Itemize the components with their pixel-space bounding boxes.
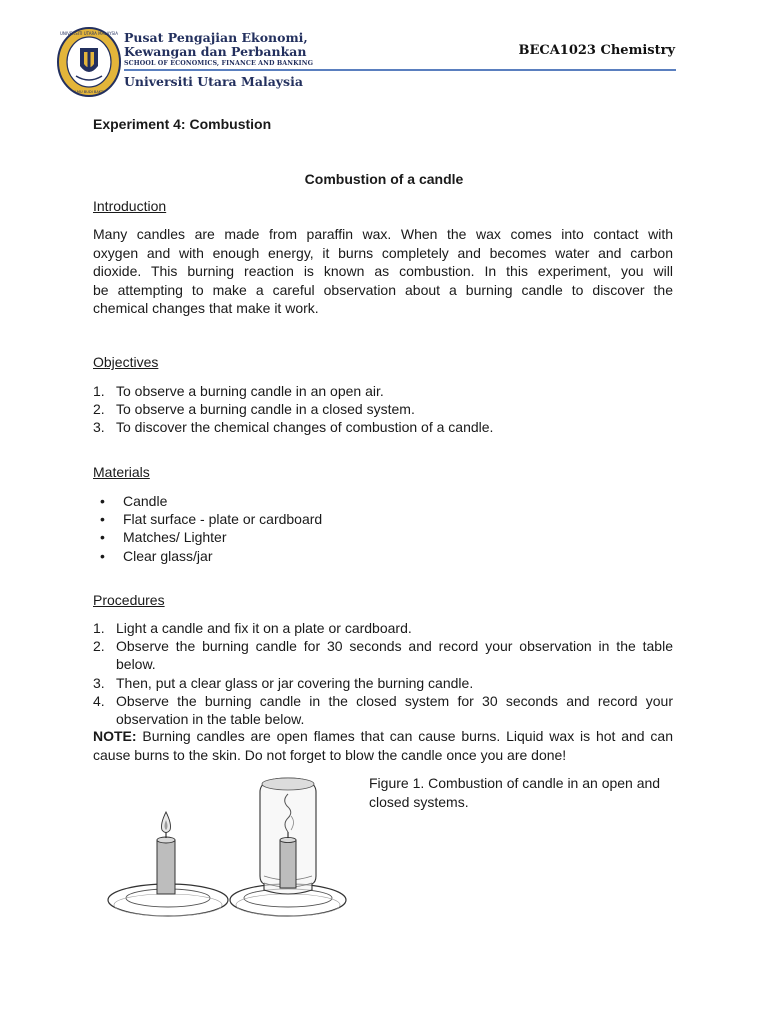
list-item [93, 637, 673, 673]
procedures-list [93, 619, 673, 728]
school-name: SCHOOL OF ECONOMICS, FINANCE AND BANKING [124, 60, 314, 67]
intro-line: oxygen and with enough energy, it burns completely and becomes water and carbon [93, 244, 673, 261]
item-text: Then, put a clear glass or jar covering the burning candle. [116, 674, 474, 691]
item-number: 1. [93, 383, 105, 399]
introduction-paragraph [93, 225, 673, 318]
note-text: Burning candles are open flames that can cause burns. Liquid wax is hot and can cause burns to the skin. Do not forget to blow the candle once you are done! [93, 728, 673, 763]
item-number: 2. [93, 638, 105, 655]
list-item: • Flat surface - plate or cardboard [100, 510, 322, 528]
list-item [93, 692, 673, 728]
item-text: To observe a burning candle in an open air. [116, 383, 384, 399]
experiment-title: Experiment 4: Combustion [93, 116, 272, 132]
item-number: 2. [93, 401, 105, 418]
list-item: • Matches/ Lighter [100, 528, 322, 546]
list-item [93, 382, 673, 400]
safety-note [93, 727, 673, 764]
item-text: Observe the burning candle in the closed system for 30 seconds and record your observation in the table below. [116, 692, 673, 728]
list-item [93, 400, 673, 418]
item-text: To observe a burning candle in a closed system. [116, 401, 415, 418]
list-item [93, 674, 673, 692]
candle-illustration [100, 772, 355, 924]
institute-name-line1: Pusat Pengajian Ekonomi, [124, 30, 308, 45]
header-divider [124, 69, 676, 71]
figure-caption: Figure 1. Combustion of candle in an open and closed systems. [369, 775, 661, 810]
item-text: Observe the burning candle for 30 seconds and record your observation in the table below. [116, 638, 673, 673]
item-number: 4. [93, 692, 105, 709]
item-text: To discover the chemical changes of combustion of a candle. [116, 419, 494, 436]
objectives-heading: Objectives [93, 354, 159, 370]
course-code: BECA1023 Chemistry [518, 43, 675, 58]
introduction-heading: Introduction [93, 198, 167, 214]
procedures-heading: Procedures [93, 592, 165, 608]
materials-list [100, 492, 322, 565]
institute-name-line2: Kewangan dan Perbankan [124, 44, 307, 59]
intro-line: dioxide. This burning reaction is known as combustion. In this experiment, you will [93, 263, 673, 279]
item-number: 3. [93, 674, 105, 691]
materials-heading: Materials [93, 464, 150, 480]
list-item [93, 418, 673, 436]
item-number: 3. [93, 419, 105, 436]
intro-line: be attempting to make a careful observation about a burning candle to discover the [93, 281, 673, 298]
item-text: Light a candle and fix it on a plate or cardboard. [116, 620, 412, 636]
list-item [93, 619, 673, 637]
objectives-list [93, 382, 673, 437]
intro-line: Many candles are made from paraffin wax. When the wax comes into contact with [93, 226, 673, 242]
logo-motto: ILMU BUDI BAKTI [73, 90, 105, 94]
document-title: Combustion of a candle [304, 171, 464, 187]
open-candle [157, 840, 175, 894]
university-name: Universiti Utara Malaysia [124, 74, 303, 89]
list-item: • Candle [100, 492, 322, 510]
university-logo [56, 26, 122, 98]
item-number: 1. [93, 620, 105, 636]
note-label: NOTE: [93, 728, 137, 744]
list-item: • Clear glass/jar [100, 547, 322, 565]
closed-candle [280, 840, 296, 888]
intro-line: chemical changes that make it work. [93, 300, 319, 316]
logo-text: UNIVERSITI UTARA MALAYSIA [59, 31, 119, 36]
